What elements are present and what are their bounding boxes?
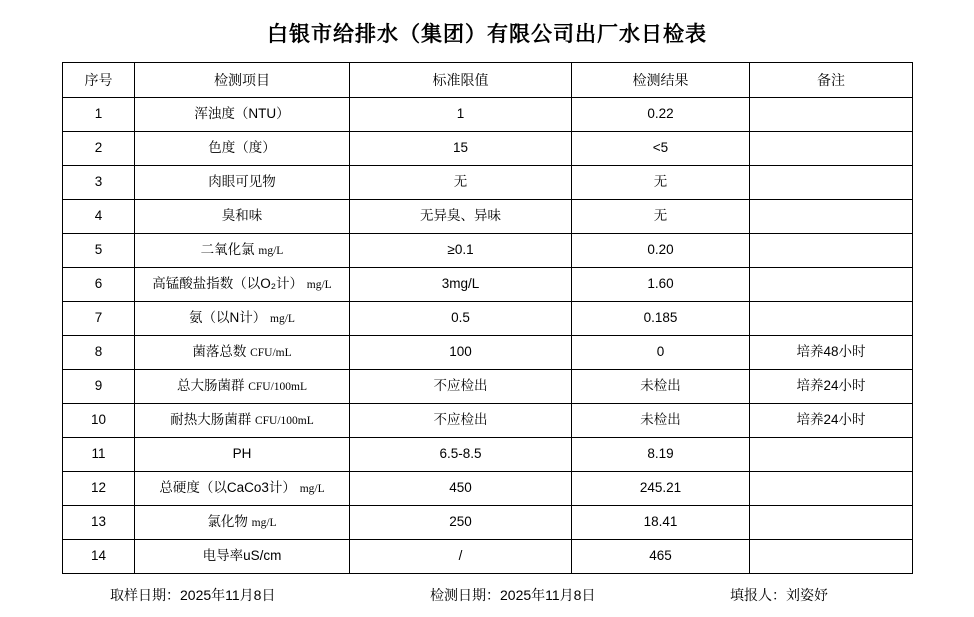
- cell-item: [135, 404, 350, 438]
- cell-result: 1.60: [572, 268, 750, 302]
- cell-item: [135, 132, 350, 166]
- cell-result: 0.22: [572, 98, 750, 132]
- testing-date-label: 检测日期：: [430, 587, 500, 603]
- cell-no: 10: [63, 404, 135, 438]
- table-row: [63, 506, 913, 540]
- cell-item: [135, 506, 350, 540]
- cell-limit: 不应检出: [350, 404, 572, 438]
- item-name: 耐热大肠菌群: [170, 412, 252, 428]
- cell-note: [750, 472, 913, 506]
- page-title: 白银市给排水（集团）有限公司出厂水日检表: [267, 23, 707, 46]
- cell-note: 培养48小时: [750, 336, 913, 370]
- table-row: [63, 268, 913, 302]
- cell-limit: 100: [350, 336, 572, 370]
- cell-limit: 450: [350, 472, 572, 506]
- cell-limit: 无异臭、异味: [350, 200, 572, 234]
- item-name: 氯化物: [207, 514, 248, 530]
- cell-item: [135, 268, 350, 302]
- item-name: 总大肠菌群: [176, 378, 245, 394]
- column-header-no: 序号: [63, 63, 135, 98]
- column-header-note: 备注: [750, 63, 913, 98]
- cell-limit: 1: [350, 98, 572, 132]
- reporter-value: 刘姿妤: [786, 587, 828, 603]
- cell-item: [135, 98, 350, 132]
- item-name: PH: [232, 446, 252, 462]
- table-row: [63, 302, 913, 336]
- cell-item: [135, 302, 350, 336]
- cell-no: 9: [63, 370, 135, 404]
- item-name: 浑浊度（NTU）: [194, 106, 290, 122]
- cell-limit: /: [350, 540, 572, 574]
- cell-result: 0: [572, 336, 750, 370]
- cell-item: [135, 370, 350, 404]
- item-unit: CFU/mL: [250, 347, 292, 360]
- cell-item: [135, 166, 350, 200]
- item-name: 臭和味: [221, 208, 263, 224]
- cell-limit: 0.5: [350, 302, 572, 336]
- item-name: 电导率uS/cm: [202, 548, 282, 564]
- cell-result: 18.41: [572, 506, 750, 540]
- item-unit: mg/L: [270, 313, 295, 326]
- table-row: [63, 166, 913, 200]
- cell-no: 1: [63, 98, 135, 132]
- item-unit: mg/L: [299, 483, 325, 496]
- cell-note: [750, 438, 913, 472]
- cell-result: 245.21: [572, 472, 750, 506]
- item-name: 肉眼可见物: [208, 174, 276, 190]
- cell-no: 8: [63, 336, 135, 370]
- cell-item: [135, 336, 350, 370]
- cell-result: 无: [572, 200, 750, 234]
- cell-no: 12: [63, 472, 135, 506]
- cell-result: <5: [572, 132, 750, 166]
- table-row: [63, 438, 913, 472]
- item-name: 高锰酸盐指数（以O₂计）: [152, 276, 304, 292]
- cell-item: [135, 438, 350, 472]
- cell-limit: 250: [350, 506, 572, 540]
- cell-result: 8.19: [572, 438, 750, 472]
- cell-limit: 6.5-8.5: [350, 438, 572, 472]
- cell-no: 13: [63, 506, 135, 540]
- cell-note: [750, 268, 913, 302]
- cell-no: 11: [63, 438, 135, 472]
- cell-result: 未检出: [572, 404, 750, 438]
- table-row: [63, 200, 913, 234]
- item-unit: mg/L: [258, 245, 284, 258]
- column-header-item: 检测项目: [135, 63, 350, 98]
- cell-note: [750, 132, 913, 166]
- cell-note: 培养24小时: [750, 404, 913, 438]
- cell-no: 14: [63, 540, 135, 574]
- cell-no: 4: [63, 200, 135, 234]
- cell-item: [135, 200, 350, 234]
- reporter: [730, 585, 912, 605]
- item-unit: mg/L: [306, 279, 332, 292]
- column-header-limit: 标准限值: [350, 63, 572, 98]
- cell-note: [750, 540, 913, 574]
- table-header-row: [63, 63, 913, 98]
- cell-result: 465: [572, 540, 750, 574]
- table-row: [63, 336, 913, 370]
- cell-limit: 3mg/L: [350, 268, 572, 302]
- testing-date-value: 2025年11月8日: [500, 587, 596, 603]
- cell-note: [750, 234, 913, 268]
- cell-note: [750, 98, 913, 132]
- cell-limit: 无: [350, 166, 572, 200]
- cell-no: 3: [63, 166, 135, 200]
- water-quality-table: [62, 62, 913, 574]
- cell-result: 无: [572, 166, 750, 200]
- cell-note: [750, 302, 913, 336]
- cell-item: [135, 540, 350, 574]
- column-header-result: 检测结果: [572, 63, 750, 98]
- report-footer: [0, 585, 974, 605]
- cell-limit: 不应检出: [350, 370, 572, 404]
- cell-result: 0.20: [572, 234, 750, 268]
- table-row: [63, 370, 913, 404]
- cell-limit: ≥0.1: [350, 234, 572, 268]
- table-row: [63, 404, 913, 438]
- cell-limit: 15: [350, 132, 572, 166]
- item-name: 色度（度）: [208, 140, 276, 156]
- cell-note: [750, 506, 913, 540]
- table-row: [63, 234, 913, 268]
- item-name: 氨（以N计）: [189, 310, 267, 326]
- table-header: [63, 63, 913, 98]
- table-body: [63, 98, 913, 574]
- cell-no: 2: [63, 132, 135, 166]
- table-row: [63, 98, 913, 132]
- cell-note: 培养24小时: [750, 370, 913, 404]
- table-row: [63, 132, 913, 166]
- table-row: [63, 540, 913, 574]
- item-name: 总硬度（以CaCo3计）: [159, 480, 296, 496]
- item-unit: CFU/100mL: [248, 381, 308, 394]
- item-unit: CFU/100mL: [254, 415, 314, 428]
- item-name: 二氧化氯: [200, 242, 255, 258]
- cell-note: [750, 166, 913, 200]
- item-unit: mg/L: [251, 517, 277, 530]
- sampling-date-label: 取样日期：: [110, 587, 180, 603]
- testing-date: [430, 585, 730, 605]
- cell-result: 0.185: [572, 302, 750, 336]
- cell-item: [135, 472, 350, 506]
- cell-result: 未检出: [572, 370, 750, 404]
- sampling-date-value: 2025年11月8日: [180, 587, 276, 603]
- reporter-label: 填报人：: [730, 587, 786, 603]
- cell-no: 6: [63, 268, 135, 302]
- cell-note: [750, 200, 913, 234]
- cell-no: 5: [63, 234, 135, 268]
- sampling-date: [62, 585, 430, 605]
- table-row: [63, 472, 913, 506]
- cell-item: [135, 234, 350, 268]
- item-name: 菌落总数: [192, 344, 247, 360]
- table-container: [0, 62, 974, 574]
- cell-no: 7: [63, 302, 135, 336]
